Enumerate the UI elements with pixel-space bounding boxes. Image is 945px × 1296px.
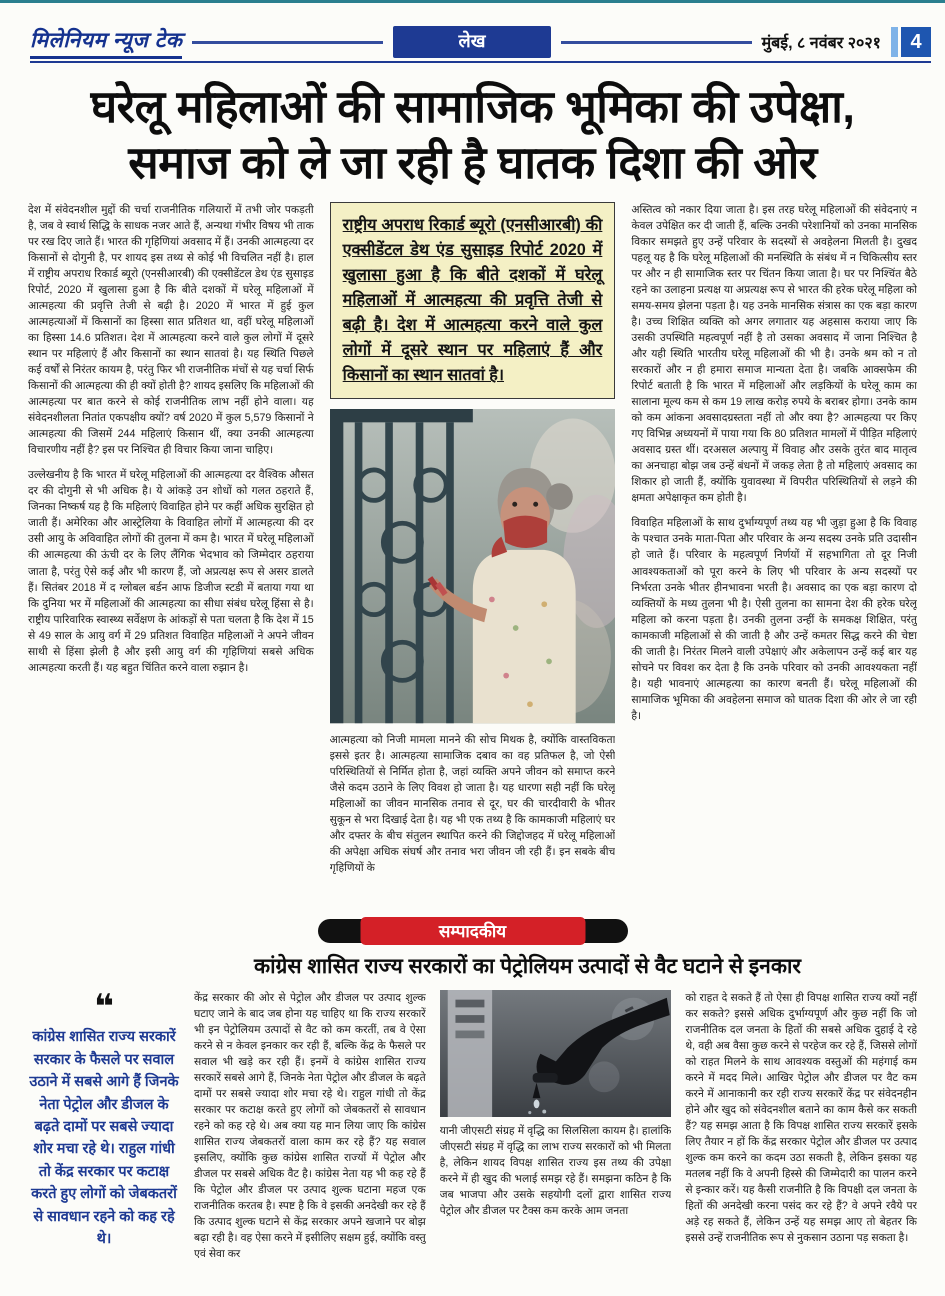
fuel-nozzle-photo xyxy=(440,990,672,1117)
article-paragraph: आत्महत्या को निजी मामला मानने की सोच मिथक है, क्योंकि वास्तविकता इससे इतर है। आत्महत्या सामाजिक दबाव का वह प्रतिफल है, जो ऐसी परिस्थितियों से निर्मित होता है, जहां व्यक्ति अपने जीवन को समाप्त करने जैसे कदम उठाने के लिए विवश हो जाता है। यह धारणा सही नहीं कि घरेलू महिलाओं का जीवन मानसिक तनाव से दूर, घर की चारदीवारी के भीतर सुकून से भरा दिखाई देता है। यह भी एक तथ्य है कि कामकाजी महिलाएं घर और दफ्तर के बीच संतुलन स्थापित करने की जिद्दोजहद में घरेलू महिलाओं की अपेक्षा अधिक संघर्ष और तनाव भरा जीवन जी रही हैं। इन सबके बीच गृहिणियों के xyxy=(329,733,616,874)
article-paragraph: देश में संवेदनशील मुद्दों की चर्चा राजनीतिक गलियारों में तभी जोर पकड़ती है, जब वे स्वार्थ सिद्धि के साधक नजर आते हैं, अन्यथा गंभीर विषय भी ताक पर रख दिए जाते हैं। भारत की गृहिणियां अवसाद में हैं। उनकी आत्महत्या दर किसानों से दोगुनी है, पर शायद इस तथ्य से कोई भी विचलित नहीं है। हाल में राष्ट्रीय अपराध रिकार्ड ब्यूरो (एनसीआरबी) की एक्सीडेंटल डेथ एंड सुसाइड रिपोर्ट, 2020 में खुलासा हुआ है कि बीते दशकों में घरेलू महिलाओं में आत्महत्या की प्रवृत्ति तेजी से बढ़ी है। 2020 में भारत में हुई कुल आत्महत्याओं में किसानों का हिस्सा सात प्रतिशत था, वहीं घरेलू महिलाओं का हिस्सा 14.6 प्रतिशत। देश में आत्महत्या करने वाले कुल लोगों में दूसरे स्थान पर महिलाएं हैं और किसानों का स्थान सातवां है। यह स्थिति पिछले कई वर्षों से निरंतर कायम है, परंतु फिर भी राजनीतिक मंचों से यह चर्चा सिर्फ किसानों की आत्महत्या की ही क्यों होती है? शायद इसलिए कि महिलाओं की आत्महत्या पर बात करने से कोई राजनीतिक लाभ नहीं होने वाला। यह संवेदनशीलता नितांत एकपक्षीय क्यों? वर्ष 2020 में कुल 5,579 किसानों ने आत्महत्या की जिसमें 244 महिलाएं किसान थीं, क्या उनकी आत्महत्या विचारणीय नहीं है? इस पर निश्चित ही विचार किया जाना चाहिए। xyxy=(28,203,314,457)
article-paragraph: अस्तित्व को नकार दिया जाता है। इस तरह घरेलू महिलाओं की संवेदनाएं न केवल उपेक्षित कर दी जाती हैं, बल्कि उनकी परेशानियों को उनका मानसिक विकार समझते हुए उन्हें परिवार के सदस्यों से अवहेलना मिलती है। दुखद पहलू यह है कि घरेलू महिलाओं की मनस्थिति के संबंध में न चिकित्सीय स्तर पर और न ही सामाजिक स्तर पर चिंतन किया जाता है। घर पर निश्चिंत बैठे रहने का उलाहना प्रत्यक्ष या अप्रत्यक्ष रूप से भारत की हरेक घरेलू महिला को समय-समय झेलना पड़ता है। यह उनके मानसिक संत्रास का एक बड़ा कारण है। उच्च शिक्षित व्यक्ति को अगर लगातार यह अहसास कराया जाए कि उसकी उपस्थिति महत्वपूर्ण नहीं है तो उसका अवसाद में जाना निश्चित है और यही स्थिति भारतीय घरेलू महिलाओं की भी है। उनके श्रम को न तो सरकारों और न ही हमारा समाज मान्यता देता है। जबकि आक्सफेम की रिपोर्ट बताती है कि भारत में महिलाओं और लड़कियों के घरेलू काम का सालाना मूल्य कम से कम 19 लाख करोड़ रुपये के बराबर होगा। उनके काम को कम आंकना अवसादग्रस्तता नहीं तो और क्या है? आत्महत्या पर किए गए विभिन्न अध्ययनों में पाया गया कि 80 प्रतिशत मामलों में पीड़ित महिलाएं अवसाद ग्रस्त थीं। दरअसल अल्पायु में विवाह और उसके तुरंत बाद मातृत्व का अनचाहा बोझ जब उन्हें बंधनों में जकड़ लेता है तो महिलाएं अवसाद का शिकार हो जाती हैं, क्योंकि युवावस्था में विपरीत परिस्थितियों से लड़ने की क्षमता अपेक्षाकृत कम होती है। xyxy=(631,203,917,505)
highlighted-excerpt: राष्ट्रीय अपराध रिकार्ड ब्यूरो (एनसीआरबी) की एक्सीडेंटल डेथ एंड सुसाइड रिपोर्ट 2020 में खुलासा हुआ है कि बीते दशकों में घरेलू महिलाओं में आत्महत्या की प्रवृत्ति तेजी से बढ़ी है। देश में आत्महत्या करने वाले कुल लोगों में दूसरे स्थान पर महिलाएं हैं और किसानों का स्थान सातवां है। xyxy=(330,202,616,400)
article-paragraph: उल्लेखनीय है कि भारत में घरेलू महिलाओं की आत्महत्या दर वैश्विक औसत दर की दोगुनी से भी अधिक है। ये आंकड़े उन शोधों को गलत ठहराते हैं, जिनका निष्कर्ष यह है कि महिलाएं विवाहित होने पर कहीं अधिक सुरक्षित हो जाती हैं। अमेरिका और आस्ट्रेलिया के विवाहित लोगों में आत्महत्या की दर उसी आयु के अविवाहित लोगों की तुलना में कम है। भारत में घरेलू महिलाओं की आत्महत्या की ऊंची दर के लिए लैंगिक भेदभाव को जिम्मेदार ठहराया जाता है, परंतु ऐसे कई और भी कारण हैं, जो अप्रत्यक्ष रूप से असर डालते हैं। सितंबर 2018 में द ग्लोबल बर्डन आफ डिजीज स्टडी में बताया गया था कि दुनिया भर में महिलाओं की आत्महत्या का सीधा संबंध घरेलू हिंसा से है। राष्ट्रीय पारिवारिक स्वास्थ्य सर्वेक्षण के आंकड़ों से पता चलता है कि देश में 15 से 49 साल के आयु वर्ग में 29 प्रतिशत विवाहित महिलाओं ने अपने जीवन साथी से हिंसा झेली है और इसी आयु वर्ग की गृहिणियां सबसे अधिक आत्महत्या करती हैं। यह बहुत चिंतित करने वाला रुझान है। xyxy=(28,469,314,674)
lead-column-center xyxy=(330,202,616,904)
article-paragraph: को राहत दे सकते हैं तो ऐसा ही विपक्ष शासित राज्य क्यों नहीं कर सकते? इससे अधिक दुर्भाग्यपूर्ण और कुछ नहीं कि जो राजनीतिक दल जनता के हितों की सबसे अधिक दुहाई दे रहे थे, वही अब वैसा कुछ करने से परहेज कर रहे हैं, जिससे लोगों को राहत मिलने के साथ आवश्यक वस्तुओं की महंगाई कम करने में मदद मिले। आखिर पेट्रोल और डीजल पर वैट कम करने में आनाकानी कर रही राज्य सरकारें केंद्र पर संवेदनहीन होने और खुद को संवेदनशील बताने का काम कैसे कर सकती हैं? यह समझ आता है कि विपक्ष शासित राज्य सरकारें इसके लिए तैयार न हों कि केंद्र सरकार पेट्रोल और डीजल पर उत्पाद शुल्क कम करने का कदम उठा सकती है, लेकिन इसका यह मतलब नहीं कि वे अपनी हिस्से की जिम्मेदारी का पालन करने से इन्कार करें। यह कैसी राजनीति है कि विपक्षी दल जनता के हितों की अनदेखी करना पसंद कर रहे हैं? वे अपने रवैये पर अड़े रह सकते हैं, लेकिन उन्हें यह समझ आए तो बेहतर कि इससे उन्हें राजनीतिक रूप से नुकसान उठाना पड़ सकता है। xyxy=(685,991,917,1245)
lead-headline xyxy=(20,79,925,192)
dateline: मुंबई, ८ नवंबर २०२१ xyxy=(761,35,881,52)
article-paragraph: यानी जीएसटी संग्रह में वृद्धि का सिलसिला कायम है। हालांकि जीएसटी संग्रह में वृद्धि का लाभ राज्य सरकारों को भी मिलता है, लेकिन शायद विपक्ष शासित राज्य इस तथ्य की उपेक्षा करने में ही खुद की भलाई समझ रहे हैं। समझना कठिन है कि जब भाजपा और उसके सहयोगी दलों द्वारा शासित राज्य पेट्रोल और डीजल पर टैक्स कम करके आम जनता xyxy=(439,1124,672,1218)
pull-quote xyxy=(28,990,180,1296)
masthead-rule-right xyxy=(561,41,751,44)
pull-quote-text: कांग्रेस शासित राज्य सरकारें सरकार के फैसले पर सवाल उठाने में सबसे आगे हैं जिनके नेता पेट्रोल और डीजल के बढ़ते दामों पर सबसे ज्यादा शोर मचा रहे थे। राहुल गांधी तो केंद्र सरकार पर कटाक्ष करते हुए लोगों को जेबकतरों से सावधान रहने को कह रहे थे। xyxy=(29,1029,179,1248)
page-number: 4 xyxy=(901,27,931,57)
page-number-accent xyxy=(891,27,898,57)
woman-at-gate-illustration xyxy=(330,409,616,723)
lead-headline-line2: समाज को ले जा रही है घातक दिशा की ओर xyxy=(128,137,817,189)
section-label: लेख xyxy=(393,26,552,58)
woman-at-gate-photo xyxy=(330,409,616,723)
masthead xyxy=(30,29,931,63)
page-number-box xyxy=(891,27,931,57)
article-paragraph: केंद्र सरकार की ओर से पेट्रोल और डीजल पर उत्पाद शुल्क घटाए जाने के बाद जब होना यह चाहिए था कि राज्य सरकारें भी इन पेट्रोलियम उत्पादों से वैट को कम करतीं, तब वे ऐसा करने से न केवल इनकार कर रही हैं, बल्कि केंद्र के फैसले पर सवाल भी खड़े कर रही हैं। इनमें वे कांग्रेस शासित राज्य सरकारें सबसे आगे हैं, जिनके नेता पेट्रोल और डीजल के बढ़ते दामों पर सबसे ज्यादा शोर मचा रहे थे। राहुल गांधी तो केंद्र सरकार पर कटाक्ष करते हुए लोगों को जेबकतरों से सावधान रहने को कह रहे थे। अब क्या यह मान लिया जाए कि कांग्रेस शासित राज्य जेबकतरों वाला काम कर रहे हैं? यह सवाल इसलिए, क्योंकि कुछ कांग्रेस शासित राज्यों में पेट्रोल और डीजल पर सबसे अधिक वैट है। कांग्रेस नेता यह भी कह रहे हैं कि पेट्रोल और डीजल पर उत्पाद शुल्क घटाना महज एक राजनीतिक करतब है। स्पष्ट है कि वे इसकी अनदेखी कर रहे हैं कि उत्पाद शुल्क घटाने से केंद्र सरकार अपने खजाने पर बोझ बढ़ा रही है। वह ऐसा करने में इसीलिए सक्षम हुई, क्योंकि वस्तु एवं सेवा कर xyxy=(194,991,426,1261)
editorial-label: सम्पादकीय xyxy=(360,917,585,945)
editorial-headline: कांग्रेस शासित राज्य सरकारों का पेट्रोलियम उत्पादों से वैट घटाने से इनकार xyxy=(253,954,801,978)
lead-column-left xyxy=(28,202,314,904)
editorial-divider xyxy=(0,916,945,946)
article-paragraph: विवाहित महिलाओं के साथ दुर्भाग्यपूर्ण तथ्य यह भी जुड़ा हुआ है कि विवाह के पश्चात उनके माता-पिता और परिवार के अन्य सदस्य उनके प्रति उदासीन हो जाते हैं। परिवार के महत्वपूर्ण निर्णयों में सहभागिता तो दूर निजी आवश्यकताओं को पूरा करने के लिए भी परिवार के अन्य सदस्यों पर निर्भरता उनके भीतर हीनभावना भरती है। अवसाद का एक बड़ा कारण दो व्यक्तियों के मध्य तुलना भी है। ऐसी तुलना का सामना देश की हरेक घरेलू महिला को करना पड़ता है। उनकी तुलना उन्हीं के समकक्ष शिक्षित, परंतु कामकाजी महिलाओं से की जाती है और उन्हें कमतर सिद्ध करने की चेष्टा की जाती है। निरंतर मिलने वाली उपेक्षाएं और अकेलापन उन्हें कई बार यह सोचने पर विवश कर देता है कि उनके परिवार को उनकी आवश्यकता नहीं है। यही भावनाएं आत्महत्या का कारण बनती हैं। घरेलू महिलाओं की सामाजिक भूमिका की अवहेलना समाज को घातक दिशा की ओर ले जा रही है। xyxy=(631,517,917,722)
editorial-column-1 xyxy=(194,990,426,1296)
lead-article xyxy=(28,202,917,904)
editorial-column-2 xyxy=(440,990,672,1296)
editorial-column-3 xyxy=(685,990,917,1296)
lead-column-right xyxy=(631,202,917,904)
masthead-rule-left xyxy=(192,41,382,44)
quote-icon: ❝ xyxy=(94,989,114,1027)
lead-headline-line1: घरेलू महिलाओं की सामाजिक भूमिका की उपेक्षा, xyxy=(90,81,855,132)
paper-name: मिलेनियम न्यूज टेक xyxy=(30,26,182,59)
fuel-nozzle-illustration xyxy=(440,990,672,1117)
editorial-article xyxy=(28,990,917,1296)
